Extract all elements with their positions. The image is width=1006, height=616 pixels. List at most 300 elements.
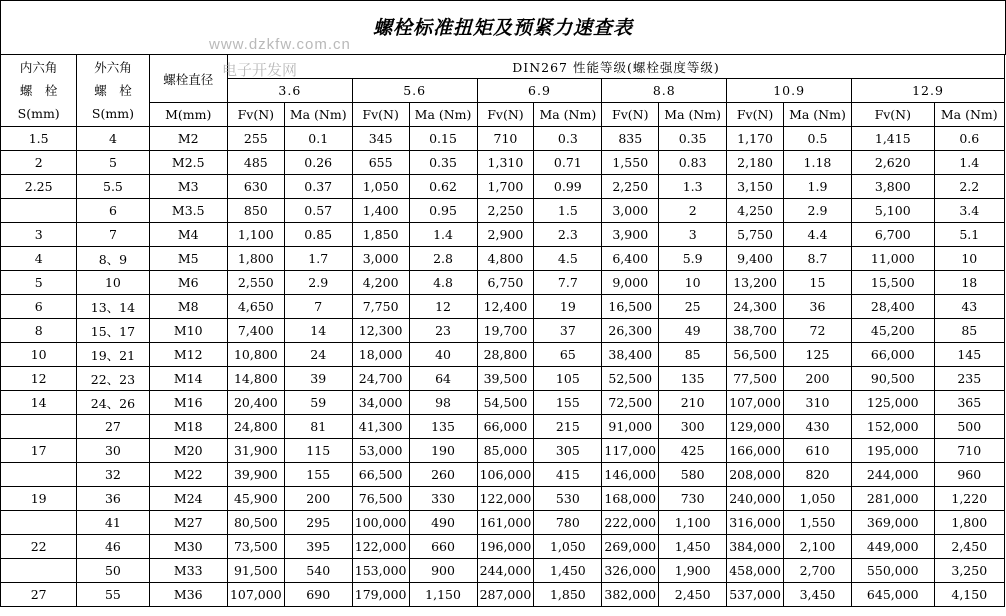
preload-fv-cell: 107,000 xyxy=(227,583,284,607)
preload-fv-cell: 18,000 xyxy=(352,343,409,367)
preload-fv-cell: 66,500 xyxy=(352,463,409,487)
bolt-size-cell: M22 xyxy=(149,463,227,487)
torque-ma-cell: 7.7 xyxy=(534,271,602,295)
preload-fv-cell: 38,400 xyxy=(602,343,659,367)
preload-fv-cell: 31,900 xyxy=(227,439,284,463)
torque-ma-cell: 37 xyxy=(534,319,602,343)
preload-fv-cell: 382,000 xyxy=(602,583,659,607)
torque-ma-cell: 25 xyxy=(659,295,727,319)
preload-fv-cell: 655 xyxy=(352,151,409,175)
preload-fv-cell: 91,000 xyxy=(602,415,659,439)
torque-ma-cell: 98 xyxy=(409,391,477,415)
fv-column-header: Fv(N) xyxy=(227,103,284,127)
torque-ma-cell: 59 xyxy=(284,391,352,415)
preload-fv-cell: 122,000 xyxy=(352,535,409,559)
preload-fv-cell: 24,700 xyxy=(352,367,409,391)
table-row xyxy=(1,319,1005,343)
bolt-unit-header: M(mm) xyxy=(149,103,227,127)
torque-ma-cell: 305 xyxy=(534,439,602,463)
bolt-size-cell: M20 xyxy=(149,439,227,463)
preload-fv-cell: 269,000 xyxy=(602,535,659,559)
preload-fv-cell: 107,000 xyxy=(727,391,784,415)
preload-fv-cell: 6,700 xyxy=(852,223,935,247)
preload-fv-cell: 195,000 xyxy=(852,439,935,463)
torque-ma-cell: 155 xyxy=(534,391,602,415)
preload-fv-cell: 1,400 xyxy=(352,199,409,223)
outer-hex-size-cell: 5 xyxy=(77,151,149,175)
preload-fv-cell: 1,100 xyxy=(227,223,284,247)
torque-ma-cell: 15 xyxy=(783,271,851,295)
outer-hex-size-cell: 41 xyxy=(77,511,149,535)
preload-fv-cell: 24,800 xyxy=(227,415,284,439)
ma-column-header: Ma (Nm) xyxy=(409,103,477,127)
outer-hex-size-cell: 8、9 xyxy=(77,247,149,271)
bolt-size-cell: M36 xyxy=(149,583,227,607)
torque-ma-cell: 64 xyxy=(409,367,477,391)
preload-fv-cell: 12,300 xyxy=(352,319,409,343)
preload-fv-cell: 73,500 xyxy=(227,535,284,559)
fv-column-header: Fv(N) xyxy=(727,103,784,127)
torque-ma-cell: 2,700 xyxy=(783,559,851,583)
preload-fv-cell: 287,000 xyxy=(477,583,534,607)
outer-hex-size-cell: 30 xyxy=(77,439,149,463)
preload-fv-cell: 9,000 xyxy=(602,271,659,295)
inner-hex-size-cell: 17 xyxy=(1,439,77,463)
preload-fv-cell: 2,550 xyxy=(227,271,284,295)
inner-hex-header-line-1: 内六角 xyxy=(19,60,58,75)
grade-header: 8.8 xyxy=(602,79,727,103)
grade-header: 12.9 xyxy=(852,79,1005,103)
torque-ma-cell: 1,850 xyxy=(534,583,602,607)
torque-ma-cell: 135 xyxy=(409,415,477,439)
torque-ma-cell: 0.83 xyxy=(659,151,727,175)
page-title: 螺栓标准扭矩及预紧力速查表 xyxy=(372,17,633,39)
ma-column-header: Ma (Nm) xyxy=(534,103,602,127)
torque-ma-cell: 730 xyxy=(659,487,727,511)
outer-hex-size-cell: 24、26 xyxy=(77,391,149,415)
bolt-size-cell: M3 xyxy=(149,175,227,199)
torque-ma-cell: 190 xyxy=(409,439,477,463)
preload-fv-cell: 45,900 xyxy=(227,487,284,511)
torque-ma-cell: 65 xyxy=(534,343,602,367)
torque-ma-cell: 215 xyxy=(534,415,602,439)
fv-column-header: Fv(N) xyxy=(852,103,935,127)
outer-hex-header xyxy=(77,55,149,127)
torque-ma-cell: 0.15 xyxy=(409,127,477,151)
torque-ma-cell: 1.18 xyxy=(783,151,851,175)
preload-fv-cell: 550,000 xyxy=(852,559,935,583)
preload-fv-cell: 9,400 xyxy=(727,247,784,271)
table-row xyxy=(1,127,1005,151)
torque-ma-cell: 0.35 xyxy=(409,151,477,175)
table-row xyxy=(1,463,1005,487)
torque-ma-cell: 0.6 xyxy=(934,127,1004,151)
bolt-size-cell: M4 xyxy=(149,223,227,247)
preload-fv-cell: 152,000 xyxy=(852,415,935,439)
preload-fv-cell: 66,000 xyxy=(852,343,935,367)
torque-ma-cell: 310 xyxy=(783,391,851,415)
inner-hex-size-cell: 8 xyxy=(1,319,77,343)
torque-ma-cell: 135 xyxy=(659,367,727,391)
inner-hex-size-cell: 5 xyxy=(1,271,77,295)
bolt-size-cell: M5 xyxy=(149,247,227,271)
preload-fv-cell: 6,750 xyxy=(477,271,534,295)
torque-ma-cell: 1,550 xyxy=(783,511,851,535)
din-grade-header: DIN267 性能等级(螺栓强度等级) xyxy=(227,55,1004,79)
torque-ma-cell: 4.8 xyxy=(409,271,477,295)
inner-hex-size-cell xyxy=(1,511,77,535)
torque-ma-cell: 0.35 xyxy=(659,127,727,151)
torque-ma-cell: 145 xyxy=(934,343,1004,367)
preload-fv-cell: 125,000 xyxy=(852,391,935,415)
torque-ma-cell: 295 xyxy=(284,511,352,535)
inner-hex-size-cell: 12 xyxy=(1,367,77,391)
inner-hex-size-cell: 3 xyxy=(1,223,77,247)
preload-fv-cell: 4,250 xyxy=(727,199,784,223)
preload-fv-cell: 19,700 xyxy=(477,319,534,343)
table-row xyxy=(1,559,1005,583)
preload-fv-cell: 1,550 xyxy=(602,151,659,175)
preload-fv-cell: 41,300 xyxy=(352,415,409,439)
torque-ma-cell: 18 xyxy=(934,271,1004,295)
torque-ma-cell: 200 xyxy=(783,367,851,391)
torque-ma-cell: 8.7 xyxy=(783,247,851,271)
preload-fv-cell: 850 xyxy=(227,199,284,223)
torque-ma-cell: 1.5 xyxy=(534,199,602,223)
table-row xyxy=(1,151,1005,175)
inner-hex-size-cell xyxy=(1,199,77,223)
outer-hex-header-line-1: 外六角 xyxy=(94,60,132,75)
torque-ma-cell: 0.71 xyxy=(534,151,602,175)
inner-hex-header-line-3: S(mm) xyxy=(17,106,60,121)
preload-fv-cell: 384,000 xyxy=(727,535,784,559)
torque-ma-cell: 0.3 xyxy=(534,127,602,151)
torque-ma-cell: 900 xyxy=(409,559,477,583)
preload-fv-cell: 1,310 xyxy=(477,151,534,175)
bolt-size-cell: M6 xyxy=(149,271,227,295)
preload-fv-cell: 100,000 xyxy=(352,511,409,535)
torque-ma-cell: 1,050 xyxy=(534,535,602,559)
inner-hex-size-cell: 27 xyxy=(1,583,77,607)
bolt-size-cell: M24 xyxy=(149,487,227,511)
fv-column-header: Fv(N) xyxy=(352,103,409,127)
preload-fv-cell: 5,100 xyxy=(852,199,935,223)
torque-ma-cell: 580 xyxy=(659,463,727,487)
torque-ma-cell: 3,250 xyxy=(934,559,1004,583)
inner-hex-size-cell: 4 xyxy=(1,247,77,271)
torque-ma-cell: 39 xyxy=(284,367,352,391)
torque-ma-cell: 0.57 xyxy=(284,199,352,223)
preload-fv-cell: 3,000 xyxy=(602,199,659,223)
torque-ma-cell: 10 xyxy=(659,271,727,295)
title-bar xyxy=(0,0,1006,55)
ma-column-header: Ma (Nm) xyxy=(659,103,727,127)
preload-fv-cell: 485 xyxy=(227,151,284,175)
torque-ma-cell: 235 xyxy=(934,367,1004,391)
outer-hex-size-cell: 19、21 xyxy=(77,343,149,367)
preload-fv-cell: 122,000 xyxy=(477,487,534,511)
preload-fv-cell: 179,000 xyxy=(352,583,409,607)
outer-hex-size-cell: 27 xyxy=(77,415,149,439)
inner-hex-size-cell: 1.5 xyxy=(1,127,77,151)
torque-ma-cell: 1.4 xyxy=(934,151,1004,175)
torque-ma-cell: 2.3 xyxy=(534,223,602,247)
preload-fv-cell: 196,000 xyxy=(477,535,534,559)
preload-fv-cell: 2,620 xyxy=(852,151,935,175)
ma-column-header: Ma (Nm) xyxy=(934,103,1004,127)
preload-fv-cell: 1,415 xyxy=(852,127,935,151)
torque-ma-cell: 610 xyxy=(783,439,851,463)
grade-header: 5.6 xyxy=(352,79,477,103)
preload-fv-cell: 38,700 xyxy=(727,319,784,343)
watermark-url: www.dzkfw.com.cn xyxy=(209,36,351,53)
preload-fv-cell: 6,400 xyxy=(602,247,659,271)
torque-ma-cell: 365 xyxy=(934,391,1004,415)
preload-fv-cell: 4,200 xyxy=(352,271,409,295)
torque-ma-cell: 210 xyxy=(659,391,727,415)
torque-ma-cell: 2.2 xyxy=(934,175,1004,199)
torque-ma-cell: 490 xyxy=(409,511,477,535)
outer-hex-header-line-2: 螺 栓 xyxy=(94,83,132,98)
preload-fv-cell: 39,500 xyxy=(477,367,534,391)
torque-ma-cell: 690 xyxy=(284,583,352,607)
preload-fv-cell: 34,000 xyxy=(352,391,409,415)
outer-hex-size-cell: 4 xyxy=(77,127,149,151)
inner-hex-header xyxy=(1,55,77,127)
preload-fv-cell: 2,900 xyxy=(477,223,534,247)
preload-fv-cell: 106,000 xyxy=(477,463,534,487)
preload-fv-cell: 458,000 xyxy=(727,559,784,583)
torque-ma-cell: 105 xyxy=(534,367,602,391)
torque-ma-cell: 2,100 xyxy=(783,535,851,559)
bolt-size-cell: M14 xyxy=(149,367,227,391)
preload-fv-cell: 244,000 xyxy=(852,463,935,487)
torque-ma-cell: 2,450 xyxy=(934,535,1004,559)
preload-fv-cell: 1,850 xyxy=(352,223,409,247)
preload-fv-cell: 240,000 xyxy=(727,487,784,511)
ma-column-header: Ma (Nm) xyxy=(783,103,851,127)
preload-fv-cell: 53,000 xyxy=(352,439,409,463)
preload-fv-cell: 153,000 xyxy=(352,559,409,583)
outer-hex-size-cell: 15、17 xyxy=(77,319,149,343)
watermark-site-name: 电子开发网 xyxy=(222,62,298,79)
table-row xyxy=(1,223,1005,247)
outer-hex-size-cell: 55 xyxy=(77,583,149,607)
inner-hex-size-cell: 2.25 xyxy=(1,175,77,199)
torque-ma-cell: 0.1 xyxy=(284,127,352,151)
preload-fv-cell: 645,000 xyxy=(852,583,935,607)
preload-fv-cell: 7,750 xyxy=(352,295,409,319)
torque-ma-cell: 500 xyxy=(934,415,1004,439)
torque-ma-cell: 49 xyxy=(659,319,727,343)
preload-fv-cell: 91,500 xyxy=(227,559,284,583)
fv-column-header: Fv(N) xyxy=(477,103,534,127)
preload-fv-cell: 1,700 xyxy=(477,175,534,199)
grade-header: 6.9 xyxy=(477,79,602,103)
torque-ma-cell: 115 xyxy=(284,439,352,463)
grade-header: 3.6 xyxy=(227,79,352,103)
torque-ma-cell: 2.9 xyxy=(783,199,851,223)
torque-ma-cell: 14 xyxy=(284,319,352,343)
grade-header: 10.9 xyxy=(727,79,852,103)
outer-hex-size-cell: 32 xyxy=(77,463,149,487)
table-row xyxy=(1,391,1005,415)
torque-ma-cell: 1,050 xyxy=(783,487,851,511)
preload-fv-cell: 3,000 xyxy=(352,247,409,271)
preload-fv-cell: 117,000 xyxy=(602,439,659,463)
torque-ma-cell: 3.4 xyxy=(934,199,1004,223)
torque-ma-cell: 2,450 xyxy=(659,583,727,607)
inner-hex-size-cell: 2 xyxy=(1,151,77,175)
outer-hex-size-cell: 22、23 xyxy=(77,367,149,391)
torque-ma-cell: 1,450 xyxy=(534,559,602,583)
table-row xyxy=(1,295,1005,319)
preload-fv-cell: 45,200 xyxy=(852,319,935,343)
preload-fv-cell: 77,500 xyxy=(727,367,784,391)
torque-ma-cell: 0.26 xyxy=(284,151,352,175)
preload-fv-cell: 52,500 xyxy=(602,367,659,391)
torque-ma-cell: 12 xyxy=(409,295,477,319)
table-row xyxy=(1,367,1005,391)
preload-fv-cell: 161,000 xyxy=(477,511,534,535)
inner-hex-header-line-2: 螺 栓 xyxy=(19,83,58,98)
preload-fv-cell: 3,800 xyxy=(852,175,935,199)
torque-ma-cell: 820 xyxy=(783,463,851,487)
bolt-size-cell: M12 xyxy=(149,343,227,367)
outer-hex-size-cell: 50 xyxy=(77,559,149,583)
torque-ma-cell: 3 xyxy=(659,223,727,247)
preload-fv-cell: 24,300 xyxy=(727,295,784,319)
preload-fv-cell: 66,000 xyxy=(477,415,534,439)
torque-ma-cell: 960 xyxy=(934,463,1004,487)
preload-fv-cell: 28,800 xyxy=(477,343,534,367)
torque-ma-cell: 0.85 xyxy=(284,223,352,247)
bolt-size-cell: M30 xyxy=(149,535,227,559)
bolt-size-cell: M27 xyxy=(149,511,227,535)
preload-fv-cell: 1,800 xyxy=(227,247,284,271)
preload-fv-cell: 630 xyxy=(227,175,284,199)
table-row xyxy=(1,439,1005,463)
table-row xyxy=(1,271,1005,295)
preload-fv-cell: 56,500 xyxy=(727,343,784,367)
table-row xyxy=(1,175,1005,199)
preload-fv-cell: 255 xyxy=(227,127,284,151)
torque-ma-cell: 2.9 xyxy=(284,271,352,295)
torque-ma-cell: 300 xyxy=(659,415,727,439)
torque-ma-cell: 1,800 xyxy=(934,511,1004,535)
outer-hex-size-cell: 13、14 xyxy=(77,295,149,319)
preload-fv-cell: 2,250 xyxy=(477,199,534,223)
preload-fv-cell: 7,400 xyxy=(227,319,284,343)
preload-fv-cell: 16,500 xyxy=(602,295,659,319)
preload-fv-cell: 1,170 xyxy=(727,127,784,151)
torque-ma-cell: 5.9 xyxy=(659,247,727,271)
torque-ma-cell: 430 xyxy=(783,415,851,439)
torque-ma-cell: 425 xyxy=(659,439,727,463)
torque-ma-cell: 2 xyxy=(659,199,727,223)
bolt-size-cell: M16 xyxy=(149,391,227,415)
preload-fv-cell: 15,500 xyxy=(852,271,935,295)
preload-fv-cell: 10,800 xyxy=(227,343,284,367)
preload-fv-cell: 3,900 xyxy=(602,223,659,247)
preload-fv-cell: 2,180 xyxy=(727,151,784,175)
bolt-size-cell: M2 xyxy=(149,127,227,151)
preload-fv-cell: 14,800 xyxy=(227,367,284,391)
torque-ma-cell: 5.1 xyxy=(934,223,1004,247)
preload-fv-cell: 1,050 xyxy=(352,175,409,199)
inner-hex-size-cell: 6 xyxy=(1,295,77,319)
outer-hex-size-cell: 7 xyxy=(77,223,149,247)
preload-fv-cell: 4,800 xyxy=(477,247,534,271)
torque-ma-cell: 7 xyxy=(284,295,352,319)
inner-hex-size-cell: 10 xyxy=(1,343,77,367)
preload-fv-cell: 129,000 xyxy=(727,415,784,439)
preload-fv-cell: 11,000 xyxy=(852,247,935,271)
torque-ma-cell: 24 xyxy=(284,343,352,367)
preload-fv-cell: 28,400 xyxy=(852,295,935,319)
inner-hex-size-cell: 19 xyxy=(1,487,77,511)
preload-fv-cell: 85,000 xyxy=(477,439,534,463)
bolt-size-cell: M18 xyxy=(149,415,227,439)
torque-ma-cell: 40 xyxy=(409,343,477,367)
bolt-size-cell: M3.5 xyxy=(149,199,227,223)
torque-ma-cell: 1,900 xyxy=(659,559,727,583)
table-row xyxy=(1,415,1005,439)
table-row xyxy=(1,535,1005,559)
torque-ma-cell: 780 xyxy=(534,511,602,535)
preload-fv-cell: 168,000 xyxy=(602,487,659,511)
fv-column-header: Fv(N) xyxy=(602,103,659,127)
preload-fv-cell: 281,000 xyxy=(852,487,935,511)
torque-ma-cell: 125 xyxy=(783,343,851,367)
torque-ma-cell: 23 xyxy=(409,319,477,343)
bolt-size-cell: M10 xyxy=(149,319,227,343)
torque-ma-cell: 660 xyxy=(409,535,477,559)
outer-hex-size-cell: 6 xyxy=(77,199,149,223)
preload-fv-cell: 208,000 xyxy=(727,463,784,487)
preload-fv-cell: 222,000 xyxy=(602,511,659,535)
outer-hex-size-cell: 36 xyxy=(77,487,149,511)
preload-fv-cell: 39,900 xyxy=(227,463,284,487)
torque-ma-cell: 1.4 xyxy=(409,223,477,247)
inner-hex-size-cell xyxy=(1,559,77,583)
inner-hex-size-cell: 14 xyxy=(1,391,77,415)
torque-ma-cell: 2.8 xyxy=(409,247,477,271)
bolt-size-cell: M8 xyxy=(149,295,227,319)
table-row xyxy=(1,199,1005,223)
bolt-size-cell: M33 xyxy=(149,559,227,583)
preload-fv-cell: 3,150 xyxy=(727,175,784,199)
preload-fv-cell: 26,300 xyxy=(602,319,659,343)
torque-ma-cell: 710 xyxy=(934,439,1004,463)
bolt-size-cell: M2.5 xyxy=(149,151,227,175)
torque-ma-cell: 530 xyxy=(534,487,602,511)
preload-fv-cell: 13,200 xyxy=(727,271,784,295)
torque-ma-cell: 395 xyxy=(284,535,352,559)
torque-ma-cell: 0.37 xyxy=(284,175,352,199)
preload-fv-cell: 537,000 xyxy=(727,583,784,607)
torque-ma-cell: 260 xyxy=(409,463,477,487)
preload-fv-cell: 166,000 xyxy=(727,439,784,463)
torque-ma-cell: 43 xyxy=(934,295,1004,319)
torque-ma-cell: 200 xyxy=(284,487,352,511)
preload-fv-cell: 80,500 xyxy=(227,511,284,535)
preload-fv-cell: 76,500 xyxy=(352,487,409,511)
preload-fv-cell: 316,000 xyxy=(727,511,784,535)
ma-column-header: Ma (Nm) xyxy=(284,103,352,127)
torque-ma-cell: 155 xyxy=(284,463,352,487)
torque-ma-cell: 540 xyxy=(284,559,352,583)
